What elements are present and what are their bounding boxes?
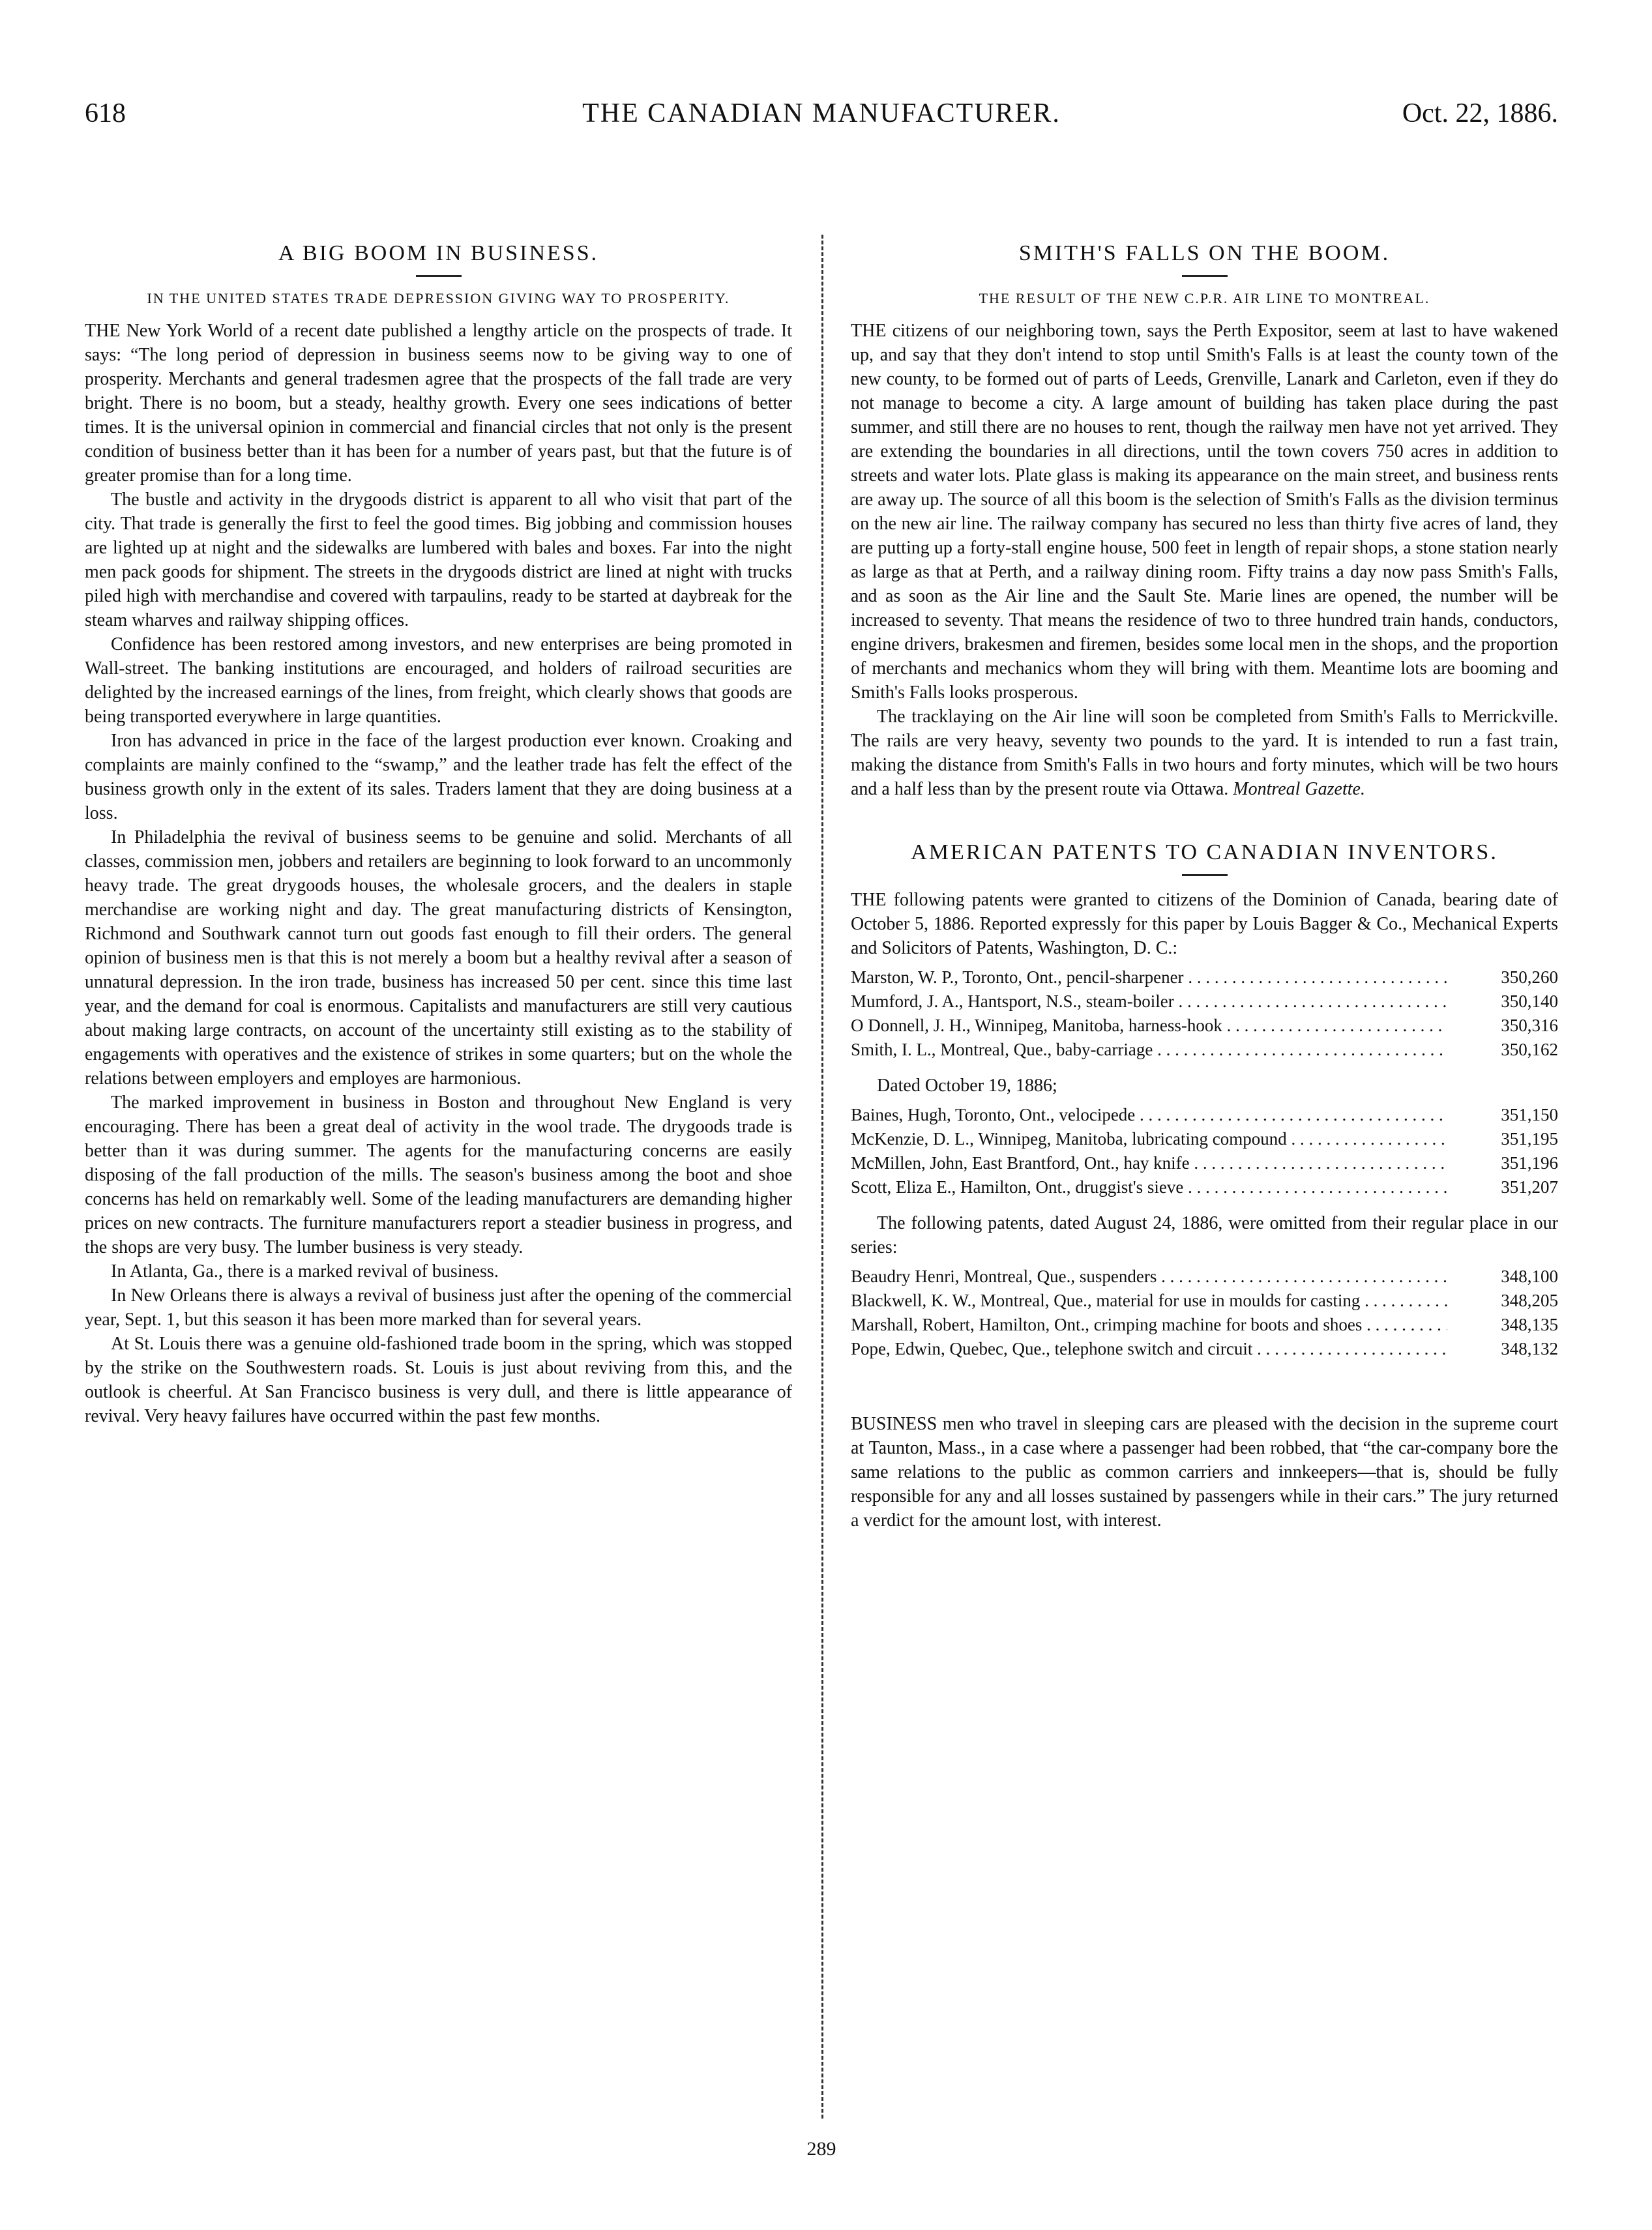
article-paragraph: THE citizens of our neighboring town, says the Perth Expositor, seem at last to have wakened up, and say that they don't intend to stop until Smith's Falls is at least the county town of the new county, to be formed out of parts of Leeds, Grenville, Lanark and Carleton, even if they do not manage to become a city. A large amount of building has taken place during the past summer, and still there are no houses to rent, though the railway men have not yet arrived. They are extending the boundaries in all directions, until the town covers 750 acres in addition to streets and water lots. Plate glass is making its appearance on the main street, and business rents are away up. The source of all this boom is the selection of Smith's Falls as the division terminus on the new air line. The railway company has secured no less than thirty five acres of land, they are putting up a forty-stall engine house, 500 feet in length of repair shops, a stone station nearly as large as that at Perth, and a railway dining room. Fifty trains a day now pass Smith's Falls, and as soon as the Air line and the Sault Ste. Marie lines are opened, the number will be increased to seventy. That means the residence of two to three hundred train hands, conductors, engine drivers, brakesmen and firemen, besides some local men in the shops, and the proportion of merchants and mechanics whom they will bring with them. Meantime lots are booming and Smith's Falls looks prosperous. — [851, 321, 1558, 703]
patent-entry: Baines, Hugh, Toronto, Ont., velocipede . . . 351,150 — [851, 1103, 1558, 1127]
patent-list — [851, 965, 1558, 1062]
running-head — [85, 98, 1558, 137]
newspaper-page — [85, 78, 1558, 2158]
publication-title: THE CANADIAN MANUFACTURER. — [582, 98, 1061, 128]
patents-dated-line: Dated October 19, 1886; — [877, 1076, 1057, 1096]
patent-entry: Scott, Eliza E., Hamilton, Ont., druggist's sieve . . . 351,207 — [851, 1175, 1558, 1199]
article-paragraph: In Philadelphia the revival of business seems to be genuine and solid. Merchants of all classes, commission men, jobbers and retailers are beginning to look forward to an uncommonly heavy trade. The great drygoods houses, the wholesale grocers, and the dealers in staple merchandise are working night and day. The great manufacturing districts of Kensington, Richmond and Southwark cannot turn out goods fast enough to fill their orders. The general opinion of business men is that this is not merely a boom but a healthy revival after a season of unnatural depression. In the iron trade, business has increased 50 per cent. since this time last year, and the demand for coal is enormous. Capitalists and manufacturers are still very cautious about making large contracts, on account of the uncertainty still existing as to the stability of engagements with operatives and the existence of strikes in some quarters; but on the whole the relations between employers and employes are harmonious. — [85, 827, 792, 1089]
issue-date: Oct. 22, 1886. — [1402, 98, 1558, 128]
article-subtitle: THE RESULT OF THE NEW C.P.R. AIR LINE TO MONTREAL. — [979, 290, 1430, 306]
patent-entry: Beaudry Henri, Montreal, Que., suspenders . . . 348,100 — [851, 1265, 1558, 1289]
title-rule — [1182, 275, 1228, 277]
article-paragraph: The bustle and activity in the drygoods district is apparent to all who visit that part of the city. That trade is generally the first to feel the good times. Big jobbing and commission houses are lighted up at night and the sidewalks are lumbered with bales and boxes. Far into the night men pack goods for shipment. The streets in the drygoods district are lined at night with trucks piled high with merchandise and covered with tarpaulins, ready to be started at daybreak for the steam wharves and railway shipping offices. — [85, 490, 792, 630]
article-paragraph: In New Orleans there is always a revival of business just after the opening of the commercial year, Sept. 1, but this season it has been more marked than for several years. — [85, 1285, 792, 1330]
article-paragraph-text: The tracklaying on the Air line will soon be completed from Smith's Falls to Merrickville. The rails are very heavy, seventy two pounds to the yard. It is intended to run a fast train, making the distance from Smith's Falls in two hours and forty minutes, which will be two hours and a half less than by the present route via Ottawa. — [851, 707, 1558, 799]
folio-number: 289 — [806, 2138, 836, 2160]
article-paragraph: THE New York World of a recent date published a lengthy article on the prospects of trade. It says: “The long period of depression in business seems now to be giving way to one of prosperity. Merchants and general tradesmen agree that the prospects of the fall trade are very bright. There is no boom, but a steady, healthy growth. Every one sees indications of better times. It is the universal opinion in commercial and financial circles that not only is the present condition of business better than it has been for a number of years past, but that the future is of greater promise than for a long time. — [85, 321, 792, 486]
patent-entry: Pope, Edwin, Quebec, Que., telephone switch and circuit . . . 348,132 — [851, 1337, 1558, 1361]
article-title: AMERICAN PATENTS TO CANADIAN INVENTORS. — [911, 840, 1498, 864]
patent-entry: Blackwell, K. W., Montreal, Que., material for use in moulds for casting . . . 348,205 — [851, 1289, 1558, 1313]
title-rule — [1182, 874, 1228, 876]
article-paragraph: Iron has advanced in price in the face of the largest production ever known. Croaking and complaints are mainly confined to the “swamp,” and the leather trade has felt the effect of the business growth only in the extent of its sales. Traders lament that they are doing business at a loss. — [85, 731, 792, 823]
patent-entry: O Donnell, J. H., Winnipeg, Manitoba, harness-hook . . . 350,316 — [851, 1014, 1558, 1038]
patent-entry: McKenzie, D. L., Winnipeg, Manitoba, lubricating compound . . . 351,195 — [851, 1127, 1558, 1151]
spacer — [851, 1373, 1558, 1412]
article-title: A BIG BOOM IN BUSINESS. — [278, 241, 599, 265]
page-number: 618 — [85, 98, 126, 128]
column-divider — [821, 235, 823, 2119]
patent-list — [851, 1103, 1558, 1199]
patent-entry: Smith, I. L., Montreal, Que., baby-carriage . . . 350,162 — [851, 1038, 1558, 1062]
article-subtitle: IN THE UNITED STATES TRADE DEPRESSION GIVING WAY TO PROSPERITY. — [147, 290, 730, 306]
article-paragraph: In Atlanta, Ga., there is a marked revival of business. — [111, 1261, 499, 1282]
sleeping-car-item: BUSINESS men who travel in sleeping cars are pleased with the decision in the supreme court at Taunton, Mass., in a case where a passenger had been robbed, that “the car-company bore the same relations to the public as common carriers and innkeepers—that is, should be fully responsible for any and all losses sustained by passengers while in their cars.” The jury returned a verdict for the amount lost, with interest. — [851, 1414, 1558, 1531]
patent-entry: Marshall, Robert, Hamilton, Ont., crimping machine for boots and shoes . . . 348,135 — [851, 1313, 1558, 1337]
left-column — [85, 241, 792, 2112]
patents-intro: THE following patents were granted to citizens of the Dominion of Canada, bearing date of October 5, 1886. Reported expressly for this paper by Louis Bagger & Co., Mechanical Experts and Solicitors of Patents, Washington, D. C.: — [851, 890, 1558, 958]
right-column — [851, 241, 1558, 2112]
patents-omitted-note: The following patents, dated August 24, 1886, were omitted from their regular place in our series: — [851, 1213, 1558, 1257]
patent-entry: McMillen, John, East Brantford, Ont., hay knife . . . 351,196 — [851, 1151, 1558, 1175]
title-rule — [416, 275, 462, 277]
article-paragraph — [851, 705, 1558, 801]
article-paragraph: Confidence has been restored among investors, and new enterprises are being promoted in Wall-street. The banking institutions are encouraged, and holders of railroad securities are delighted by the increased earnings of the lines, from freight, which clearly shows that goods are being transported everywhere in large quantities. — [85, 634, 792, 727]
patent-entry: Marston, W. P., Toronto, Ont., pencil-sharpener . . . 350,260 — [851, 965, 1558, 990]
spacer — [851, 801, 1558, 840]
source-signature: Montreal Gazette. — [1233, 779, 1365, 799]
article-title: SMITH'S FALLS ON THE BOOM. — [1018, 241, 1391, 265]
patent-list — [851, 1265, 1558, 1361]
article-paragraph: At St. Louis there was a genuine old-fashioned trade boom in the spring, which was stopped by the strike on the Southwestern roads. St. Louis is just about reviving from this, and the outlook is cheerful. At San Francisco business is very dull, and there is little appearance of revival. Very heavy failures have occurred within the past few months. — [85, 1334, 792, 1426]
patent-entry: Mumford, J. A., Hantsport, N.S., steam-boiler . . . 350,140 — [851, 990, 1558, 1014]
article-paragraph: The marked improvement in business in Boston and throughout New England is very encouraging. There has been a great deal of activity in the wool trade. The drygoods trade is better than it was during summer. The agents for the manufacturing concerns are easily disposing of the fall production of the mills. The season's business among the boot and shoe concerns has held on remarkably well. Some of the leading manufacturers are demanding higher prices on new contracts. The furniture manufacturers report a steadier business in progress, and the shops are very busy. The lumber business is very steady. — [85, 1093, 792, 1257]
